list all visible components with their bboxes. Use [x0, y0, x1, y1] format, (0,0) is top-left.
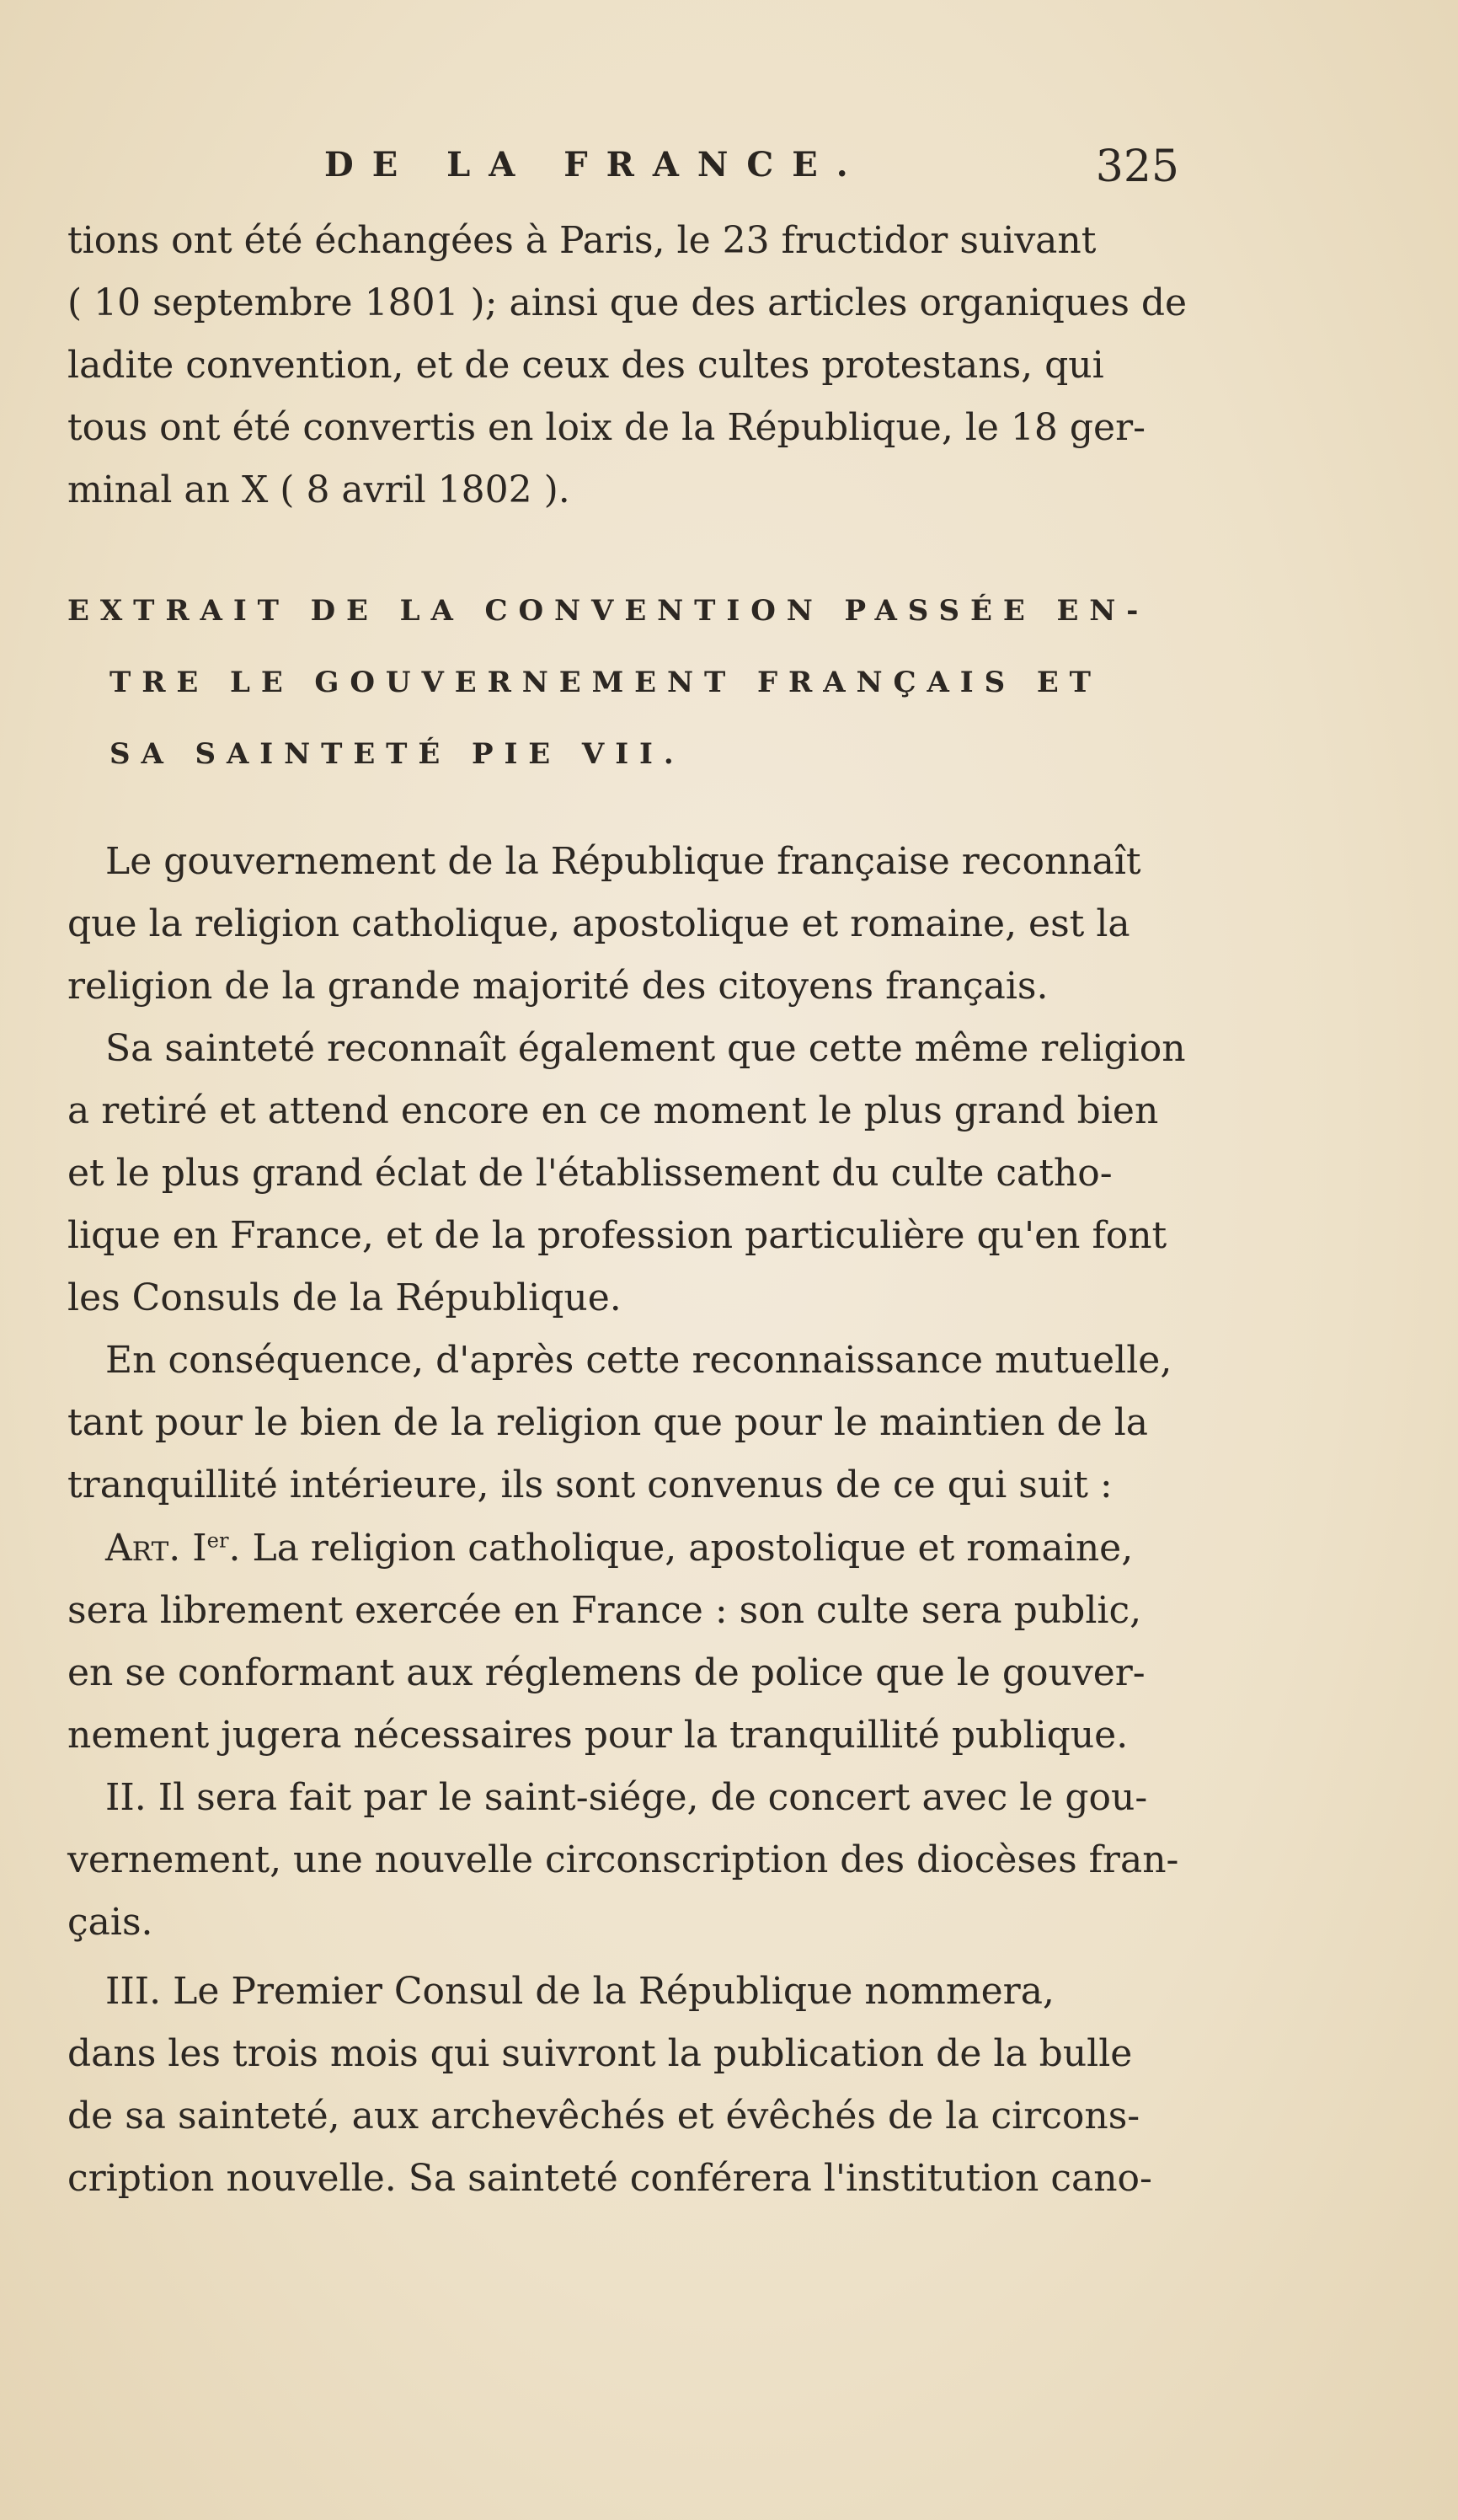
text-line: cription nouvelle. Sa sainteté conférera l'institution cano-	[67, 2157, 1152, 2200]
text-line: et le plus grand éclat de l'établissement du culte catho-	[67, 1152, 1113, 1195]
article-label: Art.	[105, 1527, 181, 1570]
text-line: Sa sainteté reconnaît également que cette même religion	[105, 1027, 1186, 1070]
text-line: tions ont été échangées à Paris, le 23 fructidor suivant	[67, 219, 1097, 262]
text-line: ( 10 septembre 1801 ); ainsi que des articles organiques de	[67, 281, 1188, 324]
text-line: ladite convention, et de ceux des cultes protestans, qui	[67, 344, 1104, 387]
text-line: les Consuls de la République.	[67, 1276, 622, 1319]
text-line: Le gouvernement de la République française reconnaît	[105, 840, 1141, 883]
text-line: tant pour le bien de la religion que pour le maintien de la	[67, 1401, 1149, 1444]
article-superscript: er	[206, 1528, 229, 1553]
text-line: tous ont été convertis en loix de la République, le 18 ger-	[67, 406, 1146, 449]
article-1-first-line	[105, 1525, 1133, 1572]
article-number: I	[192, 1527, 207, 1570]
text-line: de sa sainteté, aux archevêchés et évêchés de la circons-	[67, 2095, 1140, 2137]
text-line: II. Il sera fait par le saint-siége, de concert avec le gou-	[105, 1776, 1148, 1819]
text-line: minal an X ( 8 avril 1802 ).	[67, 468, 570, 511]
text-line: çais.	[67, 1901, 153, 1944]
text-fragment: . La religion catholique, apostolique et romaine,	[228, 1527, 1134, 1570]
text-line: que la religion catholique, apostolique et romaine, est la	[67, 902, 1130, 945]
text-line: vernement, une nouvelle circonscription des diocèses fran-	[67, 1838, 1179, 1881]
heading-line: TRE LE GOUVERNEMENT FRANÇAIS ET	[109, 666, 1102, 699]
heading-line: SA SAINTETÉ PIE VII.	[109, 737, 685, 771]
text-line: religion de la grande majorité des citoyens français.	[67, 965, 1049, 1008]
text-line: lique en France, et de la profession particulière qu'en font	[67, 1214, 1167, 1257]
heading-line: EXTRAIT DE LA CONVENTION PASSÉE EN-	[67, 594, 1150, 628]
text-line: III. Le Premier Consul de la République nommera,	[105, 1970, 1055, 2013]
text-line: dans les trois mois qui suivront la publication de la bulle	[67, 2032, 1133, 2075]
page-number: 325	[1095, 142, 1179, 192]
text-line: tranquillité intérieure, ils sont convenus de ce qui suit :	[67, 1463, 1113, 1506]
text-line: En conséquence, d'après cette reconnaissance mutuelle,	[105, 1339, 1172, 1382]
text-line: en se conformant aux réglemens de police que le gouver-	[67, 1651, 1146, 1694]
running-title: DE LA FRANCE.	[324, 145, 867, 185]
text-line: nement jugera nécessaires pour la tranquillité publique.	[67, 1714, 1129, 1757]
text-line: a retiré et attend encore en ce moment le plus grand bien	[67, 1089, 1159, 1132]
text-line: sera librement exercée en France : son culte sera public,	[67, 1589, 1142, 1632]
